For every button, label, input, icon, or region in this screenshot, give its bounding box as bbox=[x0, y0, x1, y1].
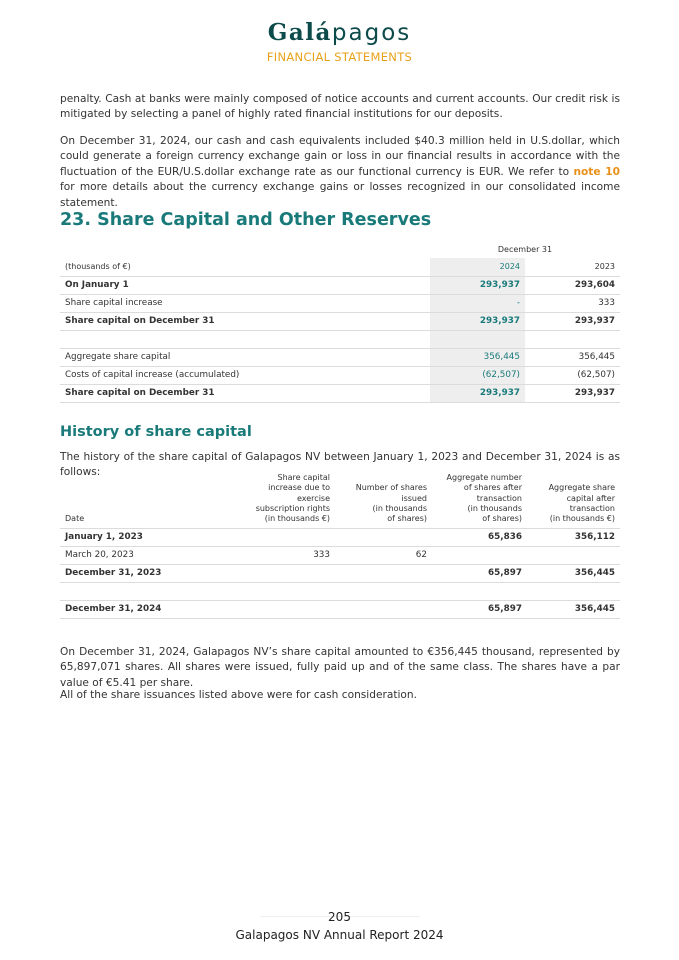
note-10-link[interactable]: note 10 bbox=[573, 165, 620, 178]
table-row: January 1, 2023 65,836 356,112 bbox=[60, 528, 620, 546]
table-row: On January 1 293,937 293,604 bbox=[60, 276, 620, 294]
share-capital-table bbox=[60, 240, 620, 403]
table-row: Share capital on December 31 293,937 293,937 bbox=[60, 384, 620, 402]
share-capital-history-table bbox=[60, 470, 620, 619]
table-row: Aggregate share capital 356,445 356,445 bbox=[60, 348, 620, 366]
closing-paragraph-1: On December 31, 2024, Galapagos NV’s share capital amounted to €356,445 thousand, represented by 65,897,071 shares. All shares were issued, fully paid up and of the same class. The shares have a par value of €5.41 per share. bbox=[60, 646, 620, 689]
history-title: History of share capital bbox=[60, 424, 252, 440]
col-2023: 2023 bbox=[525, 258, 620, 276]
unit-label: (thousands of €) bbox=[60, 258, 430, 276]
table-row: Share capital increase - 333 bbox=[60, 294, 620, 312]
page-header bbox=[0, 18, 679, 64]
header-aggregate-shares: Aggregate number of shares after transaction (in thousands of shares) bbox=[432, 470, 527, 528]
section-label: FINANCIAL STATEMENTS bbox=[266, 50, 413, 64]
header-date: Date bbox=[60, 470, 230, 528]
table-row: Share capital on December 31 293,937 293,937 bbox=[60, 312, 620, 330]
table-row: March 20, 2023 333 62 bbox=[60, 546, 620, 564]
table-row: Costs of capital increase (accumulated) (62,507) (62,507) bbox=[60, 366, 620, 384]
table-row: December 31, 2023 65,897 356,445 bbox=[60, 564, 620, 582]
galapagos-logo: Galápagos bbox=[267, 19, 412, 46]
spacer-row bbox=[60, 330, 620, 348]
table-row: December 31, 2024 65,897 356,445 bbox=[60, 600, 620, 618]
history-intro: The history of the share capital of Galapagos NV between January 1, 2023 and December 31, 2024 is as follows: bbox=[60, 451, 620, 479]
header-capital-increase: Share capital increase due to exercise subscription rights (in thousands €) bbox=[230, 470, 335, 528]
period-header: December 31 bbox=[497, 244, 553, 254]
section-title: 23. Share Capital and Other Reserves bbox=[60, 210, 432, 230]
history-header-row bbox=[60, 470, 620, 528]
report-name: Galapagos NV Annual Report 2024 bbox=[235, 928, 444, 942]
closing-paragraph-2: All of the share issuances listed above were for cash consideration. bbox=[60, 689, 417, 701]
header-aggregate-capital: Aggregate share capital after transaction (in thousands €) bbox=[527, 470, 620, 528]
spacer-row bbox=[60, 582, 620, 600]
intro-paragraph-2: On December 31, 2024, our cash and cash equivalents included $40.3 million held in U.S.dollar, which could generate a foreign currency exchange gain or loss in our financial results in accordance with the fluctuation of the EUR/U.S.dollar exchange rate as our functional currency is EUR. We refer to note 10 for more details about the currency exchange gains or losses recognized in our consolidated income statement. bbox=[60, 135, 620, 209]
col-2024: 2024 bbox=[430, 258, 525, 276]
intro-paragraph-1: penalty. Cash at banks were mainly composed of notice accounts and current accounts. Our credit risk is mitigated by selecting a panel of highly rated financial institutions for our deposits. bbox=[60, 93, 620, 121]
page-number: 205 bbox=[328, 910, 351, 924]
header-shares-issued: Number of shares issued (in thousands of shares) bbox=[335, 470, 432, 528]
